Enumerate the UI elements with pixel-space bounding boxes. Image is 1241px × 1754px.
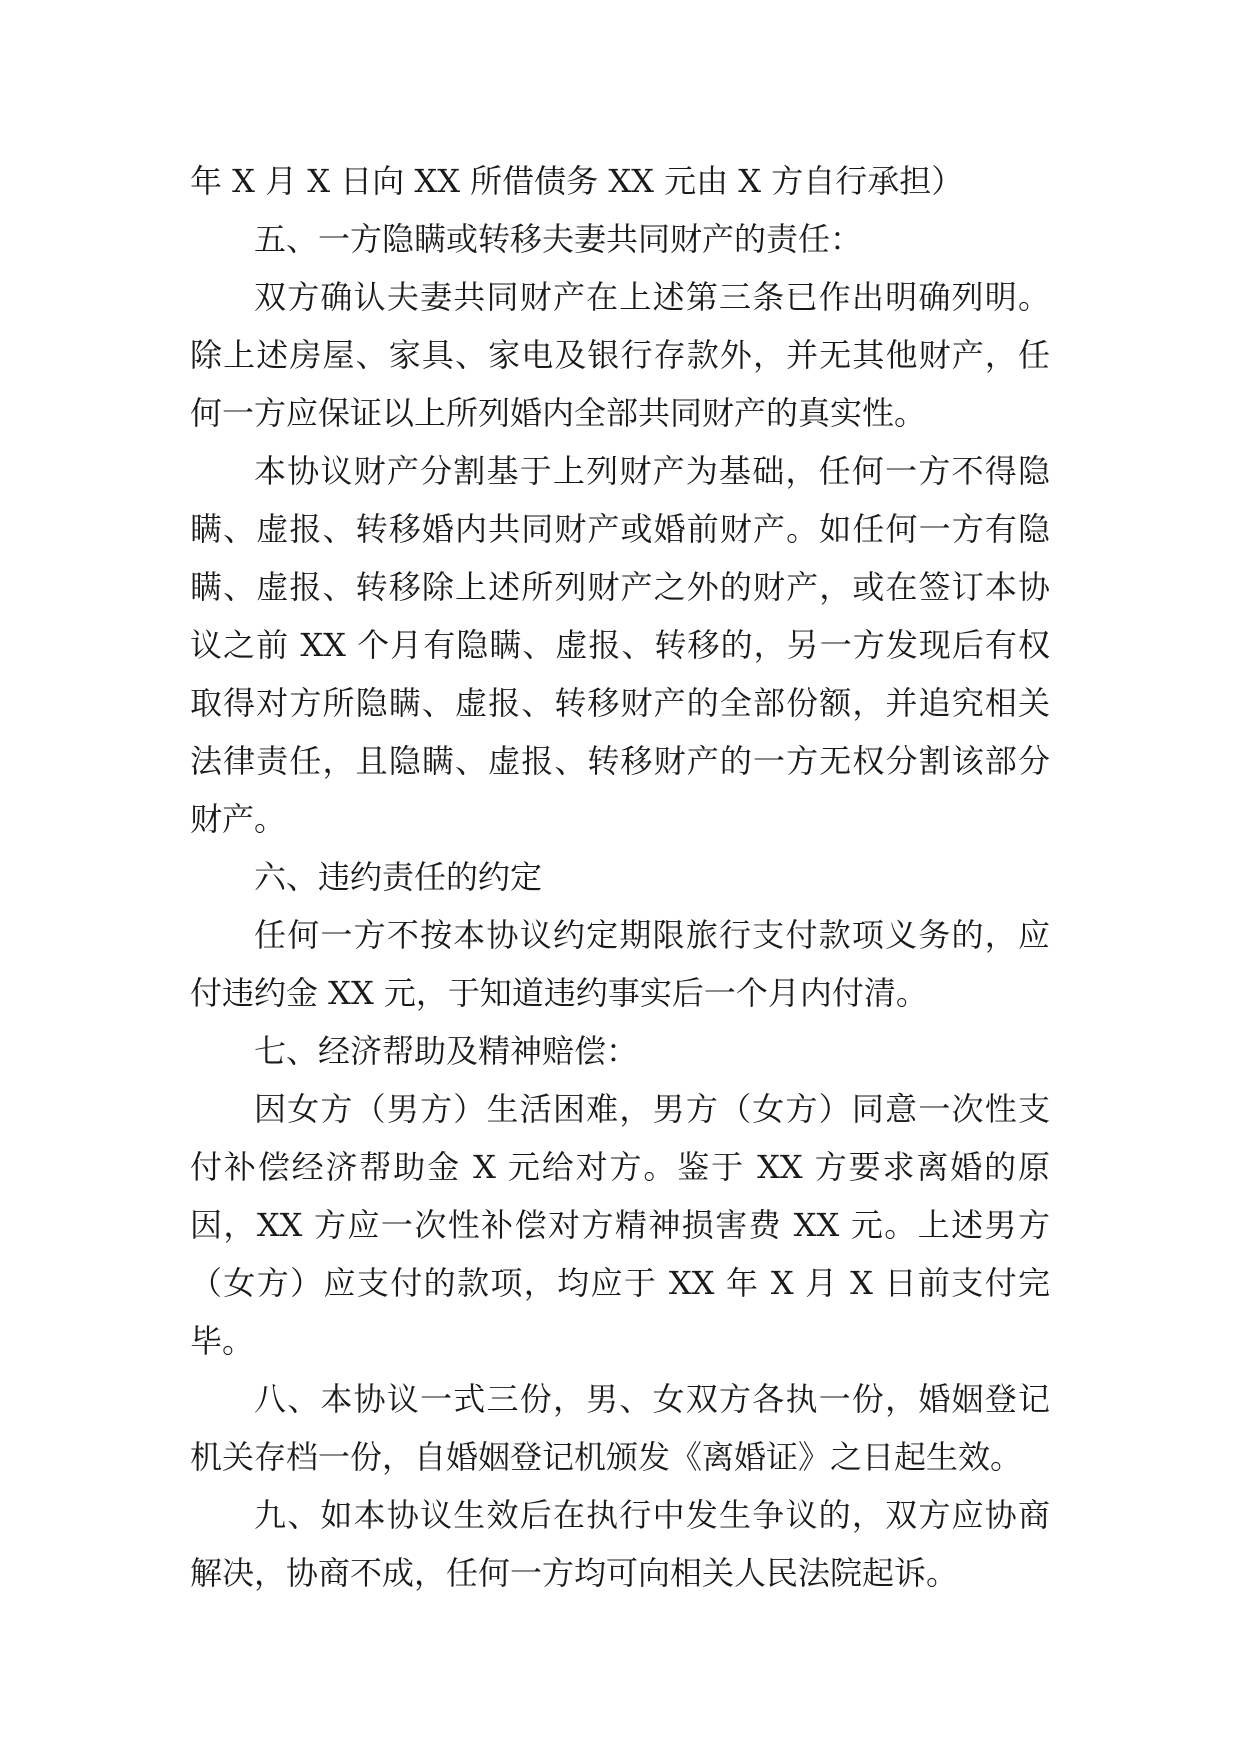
paragraph-dispute-resolution: 九、如本协议生效后在执行中发生争议的，双方应协商解决，协商不成，任何一方均可向相关人民法院起诉。 [190, 1496, 1050, 1592]
paragraph-breach-penalty: 任何一方不按本协议约定期限旅行支付款项义务的，应付违约金 XX 元，于知道违约事实后一个月内付清。 [190, 916, 1050, 1012]
paragraph-debt-continuation: 年 X 月 X 日向 XX 所借债务 XX 元由 X 方自行承担） [190, 162, 964, 200]
paragraph-property-confirmation: 双方确认夫妻共同财产在上述第三条已作出明确列明。除上述房屋、家具、家电及银行存款外，并无其他财产，任何一方应保证以上所列婚内全部共同财产的真实性。 [190, 278, 1050, 432]
document-body [190, 152, 1050, 1602]
section-heading-concealment: 五、一方隐瞒或转移夫妻共同财产的责任： [254, 220, 863, 258]
section-heading-compensation: 七、经济帮助及精神赔偿： [254, 1032, 639, 1070]
paragraph-compensation-terms: 因女方（男方）生活困难，男方（女方）同意一次性支付补偿经济帮助金 X 元给对方。鉴于 XX 方要求离婚的原因，XX 方应一次性补偿对方精神损害费 XX 元。上述男方（女方）应支付的款项，均应于 XX 年 X 月 X 日前支付完毕。 [190, 1090, 1050, 1360]
section-heading-breach: 六、违约责任的约定 [254, 858, 543, 896]
paragraph-copies-effectiveness: 八、本协议一式三份，男、女双方各执一份，婚姻登记机关存档一份，自婚姻登记机颁发《离婚证》之日起生效。 [190, 1380, 1050, 1476]
paragraph-concealment-liability: 本协议财产分割基于上列财产为基础，任何一方不得隐瞒、虚报、转移婚内共同财产或婚前财产。如任何一方有隐瞒、虚报、转移除上述所列财产之外的财产，或在签订本协议之前 XX 个月有隐瞒、虚报、转移的，另一方发现后有权取得对方所隐瞒、虚报、转移财产的全部份额，并追究相关法律责任，且隐瞒、虚报、转移财产的一方无权分割该部分财产。 [190, 452, 1050, 838]
